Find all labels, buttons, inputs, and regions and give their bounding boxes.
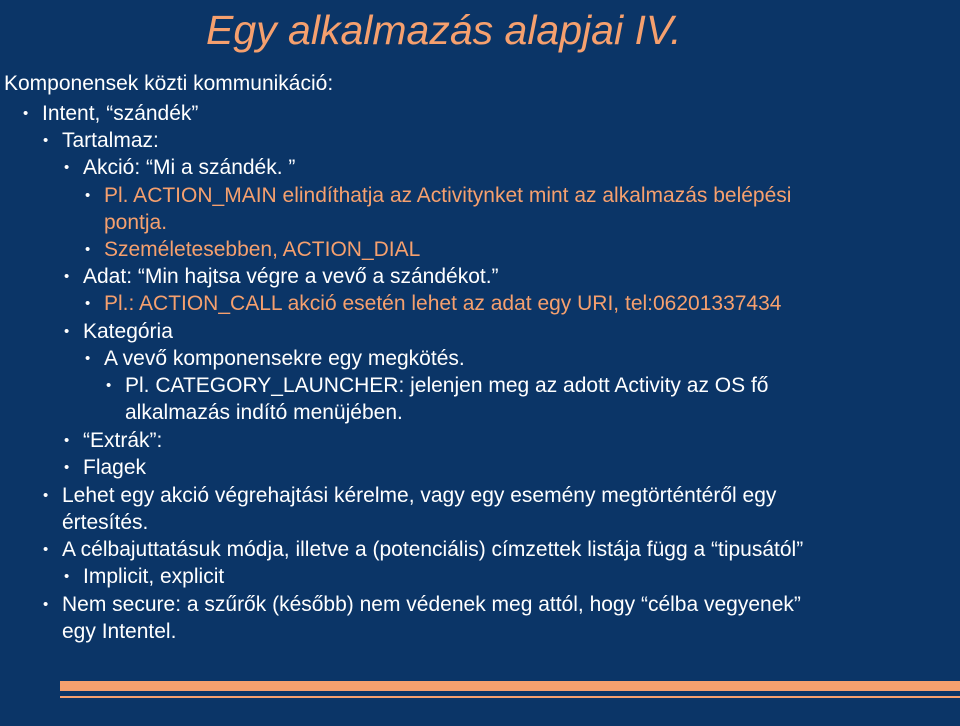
list-item-text: pontja. <box>104 211 168 234</box>
bullet-icon: • <box>64 459 70 476</box>
bullet-icon: • <box>106 377 112 394</box>
bullet-icon: • <box>43 132 49 149</box>
list-item-text: A célbajuttatásuk módja, illetve a (potenciális) címzettek listája függ a “tipusától” <box>62 538 804 561</box>
bullet-icon: • <box>64 323 70 340</box>
footer-bar <box>60 681 960 691</box>
list-item-text: Kategória <box>83 320 173 343</box>
bullet-icon: • <box>23 105 29 122</box>
list-item-text: Flagek <box>83 456 147 479</box>
bullet-icon: • <box>85 241 91 258</box>
list-item <box>64 454 147 481</box>
footer-line <box>60 696 960 698</box>
list-item-text: Pl. CATEGORY_LAUNCHER: jelenjen meg az adott Activity az OS fő <box>125 374 769 397</box>
list-item-text: Személetesebben, ACTION_DIAL <box>104 238 421 261</box>
list-item-text: “Extrák”: <box>83 429 163 452</box>
list-item-text: Pl.: ACTION_CALL akció esetén lehet az adat egy URI, tel:06201337434 <box>104 292 782 315</box>
list-item-text: Pl. ACTION_MAIN elindíthatja az Activitynket mint az alkalmazás belépési <box>104 184 792 207</box>
list-item <box>43 127 159 154</box>
list-item <box>85 182 792 236</box>
bullet-icon: • <box>85 295 91 312</box>
bullet-icon: • <box>85 350 91 367</box>
list-item <box>85 290 782 317</box>
list-item-text: Akció: “Mi a szándék. ” <box>83 156 296 179</box>
list-item <box>64 154 296 181</box>
intro-text: Komponensek közti kommunikáció: <box>4 72 334 95</box>
list-item <box>43 591 801 645</box>
bullet-icon: • <box>64 268 70 285</box>
bullet-icon: • <box>64 432 70 449</box>
list-item <box>64 263 499 290</box>
list-item <box>43 536 804 563</box>
bullet-icon: • <box>85 187 91 204</box>
list-item <box>64 563 225 590</box>
list-item-text: Tartalmaz: <box>62 129 159 152</box>
list-item-text: értesítés. <box>62 511 149 534</box>
list-item <box>43 482 777 536</box>
list-item <box>106 372 769 426</box>
list-item-text: Adat: “Min hajtsa végre a vevő a szándékot.” <box>83 265 499 288</box>
bullet-icon: • <box>43 487 49 504</box>
bullet-icon: • <box>64 159 70 176</box>
list-item <box>64 318 173 345</box>
list-item-text: Implicit, explicit <box>83 565 225 588</box>
list-item <box>23 100 199 127</box>
list-item-text: Intent, “szándék” <box>42 102 199 125</box>
bullet-icon: • <box>43 596 49 613</box>
list-item-text: Lehet egy akció végrehajtási kérelme, vagy egy esemény megtörténtéről egy <box>62 484 777 507</box>
list-item-text: Nem secure: a szűrők (később) nem védenek meg attól, hogy “célba vegyenek” <box>62 593 801 616</box>
list-item <box>85 236 421 263</box>
list-item <box>85 345 465 372</box>
list-item-text: alkalmazás indító menüjében. <box>125 401 403 424</box>
bullet-icon: • <box>43 541 49 558</box>
list-item-text: egy Intentel. <box>62 620 177 643</box>
bullet-icon: • <box>64 568 70 585</box>
list-item-text: A vevő komponensekre egy megkötés. <box>104 347 465 370</box>
list-item <box>64 427 163 454</box>
slide-title: Egy alkalmazás alapjai IV. <box>206 7 682 53</box>
